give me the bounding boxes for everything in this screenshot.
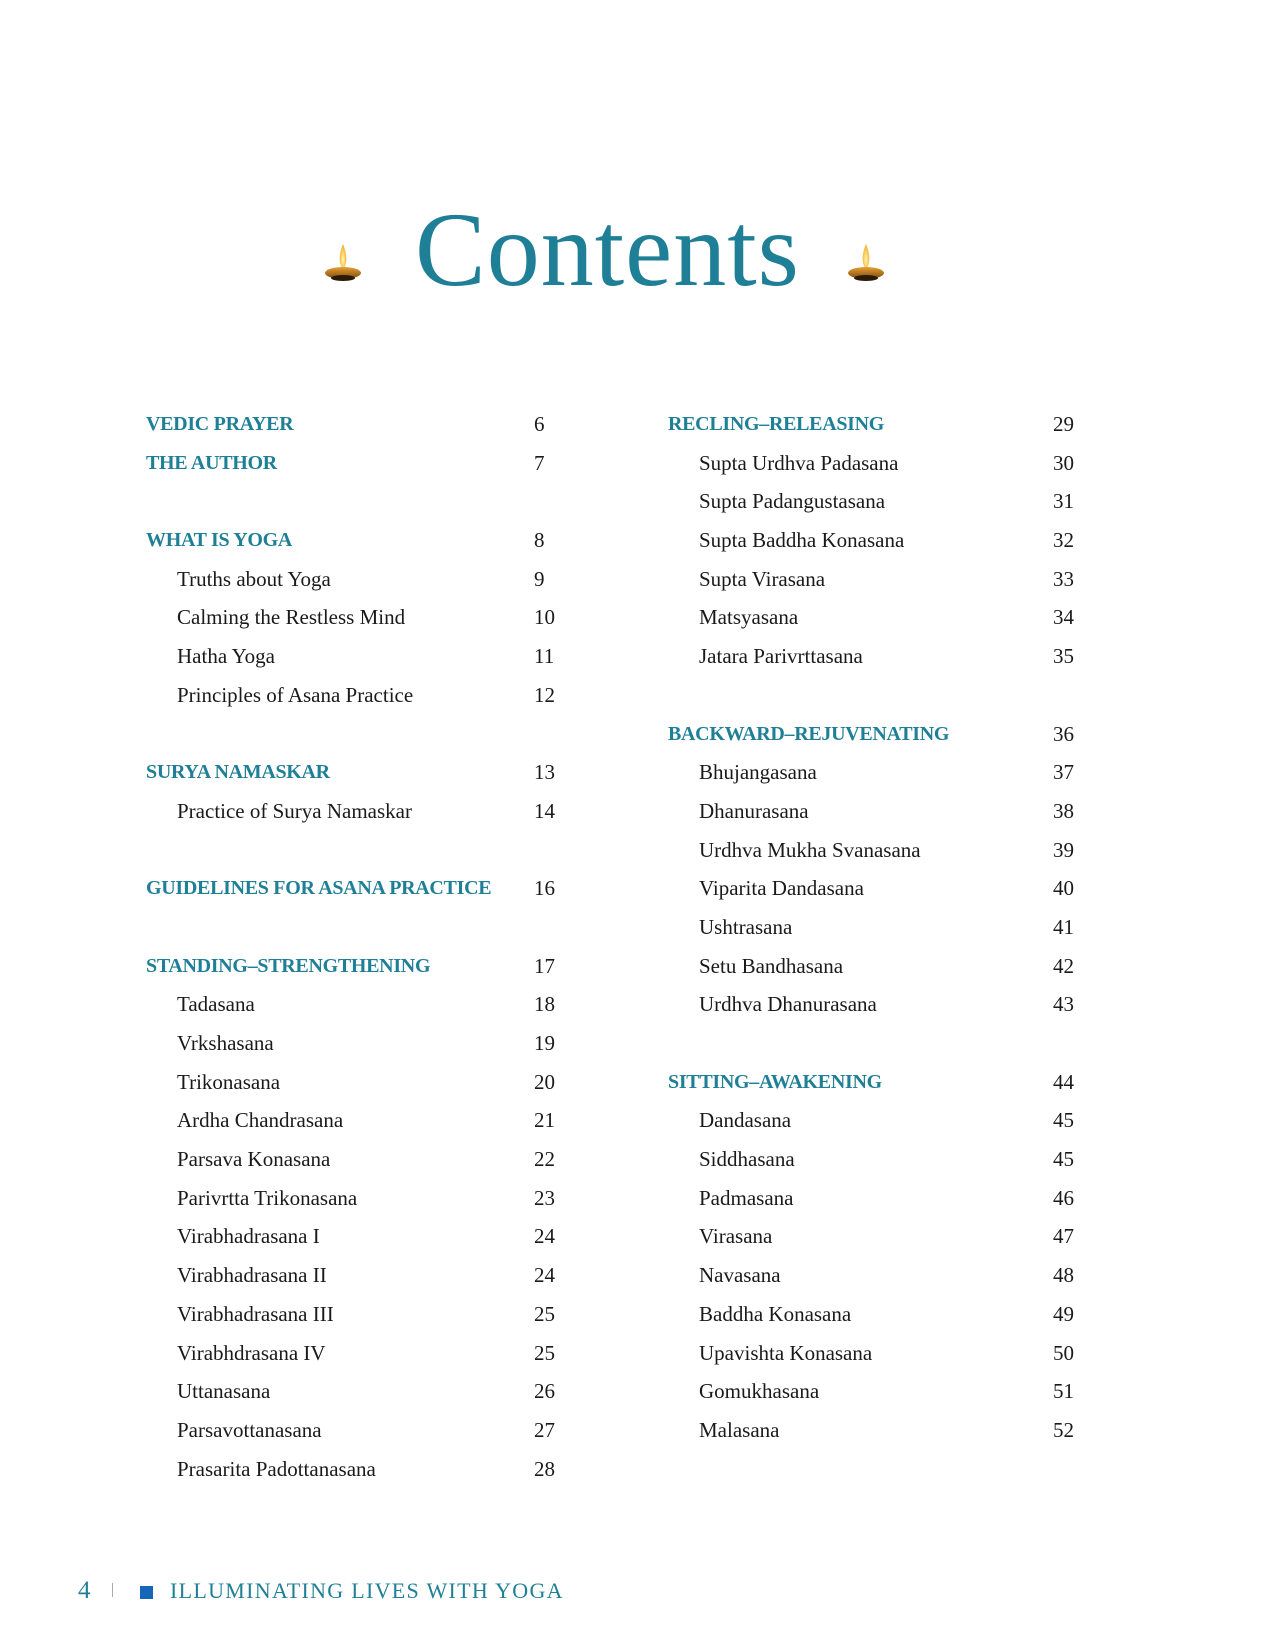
toc-page-number: 23 [534,1185,555,1210]
toc-page-number: 32 [1053,528,1074,553]
toc-section-entry[interactable] [668,1063,1088,1102]
toc-entry-title: Tadasana [177,992,255,1017]
toc-subentry[interactable] [146,560,566,599]
toc-entry-title: Virabhadrasana III [177,1301,334,1326]
toc-entry-title: VEDIC PRAYER [146,413,294,435]
toc-subentry[interactable] [668,1217,1088,1256]
toc-entry-title: SURYA NAMASKAR [146,761,330,784]
toc-entry-title: Parsava Konasana [177,1147,331,1172]
section-spacer [668,676,1088,715]
toc-entry-title: Uttanasana [177,1379,271,1404]
toc-subentry[interactable] [668,753,1088,792]
toc-section-entry[interactable] [146,869,566,908]
toc-entry-title: STANDING–STRENGTHENING [146,954,431,977]
toc-entry-title: Trikonasana [177,1069,281,1094]
toc-entry-title: Prasarita Padottanasana [177,1456,376,1481]
toc-subentry[interactable] [668,1179,1088,1218]
toc-entry-title: Urdhva Dhanurasana [699,992,877,1017]
toc-page-number: 42 [1053,953,1074,978]
toc-subentry[interactable] [146,1179,566,1218]
toc-page-number: 6 [534,412,545,436]
toc-subentry[interactable] [668,1256,1088,1295]
toc-entry-title: Urdhva Mukha Svanasana [699,837,921,862]
section-spacer [668,1024,1088,1063]
toc-subentry[interactable] [146,1372,566,1411]
title-area [0,180,1275,320]
toc-page-number: 7 [534,450,545,475]
toc-page-number: 17 [534,953,555,978]
toc-right-column [668,405,1088,1450]
toc-entry-title: Supta Virasana [699,566,826,591]
toc-subentry[interactable] [668,792,1088,831]
toc-section-entry[interactable] [668,715,1088,754]
toc-entry-title: Ardha Chandrasana [177,1108,344,1133]
toc-subentry[interactable] [668,1101,1088,1140]
toc-entry-title: Principles of Asana Practice [177,682,414,707]
toc-page-number: 12 [534,682,555,707]
toc-page-number: 36 [1053,721,1074,746]
toc-entry-title: Supta Padangustasana [699,489,886,514]
toc-page-number: 24 [534,1263,555,1288]
toc-entry-title: Baddha Konasana [699,1301,852,1326]
toc-entry-title: Padmasana [699,1185,794,1210]
page-title: Contents [415,191,800,308]
toc-entry-title: Virabhadrasana II [177,1263,327,1288]
toc-entry-title: Hatha Yoga [177,644,275,669]
toc-left-column [146,405,566,1488]
footer-square-icon [140,1586,153,1599]
toc-subentry[interactable] [146,1334,566,1373]
toc-entry-title: Practice of Surya Namaskar [177,798,412,823]
toc-entry-title: Parivrtta Trikonasana [177,1185,358,1210]
section-spacer [146,482,566,521]
toc-page-number: 39 [1053,837,1074,862]
toc-entry-title: SITTING–AWAKENING [668,1070,882,1093]
toc-entry-title: Gomukhasana [699,1379,820,1404]
toc-subentry[interactable] [146,985,566,1024]
toc-page-number: 45 [1053,1108,1074,1133]
toc-entry-title: Ushtrasana [699,914,793,939]
toc-entry-title: Navasana [699,1263,781,1288]
toc-subentry[interactable] [668,1411,1088,1450]
toc-subentry[interactable] [146,1101,566,1140]
toc-entry-title: BACKWARD–REJUVENATING [668,722,950,745]
toc-entry-title: Supta Baddha Konasana [699,528,905,553]
toc-page-number: 37 [1053,760,1074,785]
toc-entry-title: THE AUTHOR [146,451,277,474]
oil-lamp-icon [322,240,364,284]
toc-page-number: 44 [1053,1069,1074,1094]
toc-page-number: 31 [1053,489,1074,514]
toc-entry-title: Upavishta Konasana [699,1340,873,1365]
toc-entry-title: GUIDELINES FOR ASANA PRACTICE [146,877,492,900]
toc-entry-title: Setu Bandhasana [699,953,844,978]
toc-subentry[interactable] [668,560,1088,599]
toc-page-number: 24 [534,1224,555,1249]
toc-entry-title: RECLING–RELEASING [668,413,885,435]
toc-subentry[interactable] [146,1450,566,1489]
page-number: 4 [78,1577,91,1604]
toc-page-number: 16 [534,876,555,901]
toc-page-number: 30 [1053,450,1074,475]
toc-entry-title: WHAT IS YOGA [146,529,293,552]
toc-page-number: 41 [1053,914,1074,939]
toc-subentry[interactable] [146,1063,566,1102]
toc-subentry[interactable] [146,1256,566,1295]
toc-subentry[interactable] [668,869,1088,908]
toc-section-entry[interactable] [146,947,566,986]
toc-subentry[interactable] [668,831,1088,870]
toc-subentry[interactable] [668,521,1088,560]
section-spacer [146,831,566,870]
toc-page-number: 49 [1053,1301,1074,1326]
toc-page-number: 38 [1053,798,1074,823]
toc-entry-title: Jatara Parivrttasana [699,644,863,669]
toc-page-number: 19 [534,1031,555,1055]
oil-lamp-icon [845,240,887,284]
toc-entry-title: Matsyasana [699,605,799,630]
toc-page-number: 52 [1053,1417,1074,1442]
book-title: ILLUMINATING LIVES WITH YOGA [170,1578,564,1603]
section-spacer [146,908,566,947]
toc-page-number: 26 [534,1379,555,1404]
toc-page-number: 33 [1053,566,1074,591]
section-spacer [146,715,566,754]
toc-page-number: 8 [534,528,545,553]
toc-page-number: 25 [534,1301,555,1326]
toc-subentry[interactable] [146,1217,566,1256]
toc-section-entry[interactable] [146,521,566,560]
toc-entry-title: Dandasana [699,1108,792,1133]
toc-entry-title: Viparita Dandasana [699,876,864,901]
toc-page-number: 28 [534,1456,555,1481]
toc-subentry[interactable] [668,1295,1088,1334]
toc-subentry[interactable] [668,908,1088,947]
toc-entry-title: Dhanurasana [699,798,809,823]
toc-subentry[interactable] [146,1024,566,1063]
toc-entry-title: Calming the Restless Mind [177,605,406,630]
toc-entry-title: Supta Urdhva Padasana [699,450,899,475]
toc-subentry[interactable] [668,1334,1088,1373]
toc-page-number: 45 [1053,1147,1074,1172]
toc-page-number: 40 [1053,876,1074,901]
toc-page-number: 20 [534,1069,555,1094]
toc-subentry[interactable] [668,1140,1088,1179]
toc-subentry[interactable] [146,676,566,715]
toc-page-number: 34 [1053,605,1074,630]
toc-page-number: 22 [534,1147,555,1172]
toc-entry-title: Virabhdrasana IV [177,1340,326,1365]
toc-section-entry[interactable] [146,753,566,792]
toc-entry-title: Siddhasana [699,1147,795,1172]
toc-page-number: 27 [534,1417,555,1442]
toc-page-number: 11 [534,644,555,669]
toc-entry-title: Malasana [699,1417,780,1442]
toc-page-number: 18 [534,992,555,1017]
toc-page-number: 13 [534,760,555,785]
toc-page-number: 25 [534,1340,555,1365]
toc-page-number: 47 [1053,1224,1074,1249]
toc-page-number: 21 [534,1108,555,1133]
toc-section-entry[interactable] [668,405,1088,444]
toc-subentry[interactable] [668,482,1088,521]
toc-subentry[interactable] [668,637,1088,676]
toc-section-entry[interactable] [146,444,566,483]
toc-subentry[interactable] [668,985,1088,1024]
footer-divider [112,1583,113,1597]
toc-subentry[interactable] [146,637,566,676]
toc-subentry[interactable] [668,947,1088,986]
toc-entry-title: Virabhadrasana I [177,1224,320,1249]
toc-subentry[interactable] [668,598,1088,637]
toc-page-number: 48 [1053,1263,1074,1288]
toc-subentry[interactable] [146,792,566,831]
toc-page-number: 46 [1053,1185,1074,1210]
toc-page-number: 35 [1053,644,1074,669]
toc-page-number: 29 [1053,412,1074,436]
toc-entry-title: Virasana [699,1224,773,1249]
toc-section-entry[interactable] [146,405,566,444]
toc-subentry[interactable] [146,1411,566,1450]
toc-page-number: 10 [534,605,555,630]
toc-entry-title: Parsavottanasana [177,1417,322,1442]
toc-page-number: 9 [534,566,545,591]
toc-subentry[interactable] [146,1140,566,1179]
toc-page-number: 43 [1053,992,1074,1017]
toc-page-number: 14 [534,798,555,823]
toc-entry-title: Truths about Yoga [177,566,331,591]
toc-subentry[interactable] [668,1372,1088,1411]
toc-page-number: 51 [1053,1379,1074,1404]
toc-subentry[interactable] [146,1295,566,1334]
toc-entry-title: Bhujangasana [699,760,817,785]
toc-subentry[interactable] [146,598,566,637]
toc-page-number: 50 [1053,1340,1074,1365]
toc-entry-title: Vrkshasana [177,1031,274,1055]
toc-subentry[interactable] [668,444,1088,483]
